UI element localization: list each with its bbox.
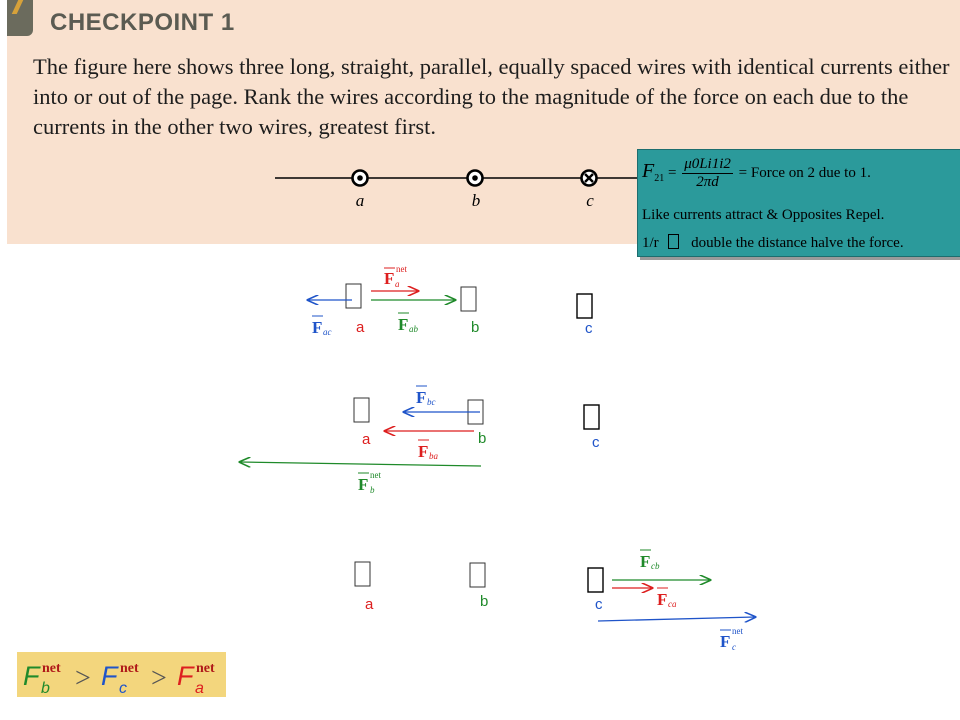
label-F-b-net — [358, 470, 381, 495]
label-c: c — [585, 320, 593, 337]
label-a: a — [365, 596, 374, 613]
wire-a-out-icon — [353, 171, 368, 186]
rank-gt-2: > — [151, 663, 167, 694]
label-a: a — [362, 431, 371, 448]
wire-box-b — [461, 287, 476, 311]
rank-F-c: F — [101, 661, 118, 691]
svg-text:net: net — [370, 470, 381, 480]
arrow-F-c-net — [598, 617, 755, 621]
label-c: c — [592, 434, 600, 451]
force-diagram-c — [355, 550, 755, 652]
formula-lhs-sub: 21 — [654, 172, 665, 184]
note-line-inverse — [642, 234, 904, 252]
label-F-c-net — [720, 626, 743, 652]
formula-numerator: μ0Li1i2 — [684, 156, 731, 172]
svg-text:net: net — [396, 264, 407, 274]
formula-rhs: = Force on 2 due to 1. — [738, 164, 871, 181]
checkpoint-heading: CHECKPOINT 1 — [50, 9, 235, 36]
svg-text:net: net — [732, 626, 743, 636]
label-b: b — [471, 319, 480, 336]
rank-gt-1: > — [75, 663, 91, 694]
svg-text:c: c — [732, 642, 736, 652]
svg-text:F: F — [358, 475, 369, 494]
svg-text:F: F — [720, 632, 731, 651]
wire-b-out-icon — [468, 171, 483, 186]
label-F-cb — [640, 550, 660, 571]
svg-text:ca: ca — [668, 599, 677, 609]
wire-box-c — [588, 568, 603, 592]
formula-note-box — [637, 149, 960, 257]
note-line-attract-repel: Like currents attract & Opposites Repel. — [642, 207, 885, 223]
svg-text:F: F — [384, 269, 395, 288]
rank-net-c: net — [120, 661, 139, 676]
rank-F-a: F — [177, 661, 194, 691]
label-a: a — [356, 319, 365, 336]
svg-text:ba: ba — [429, 451, 438, 461]
force-diagram-b — [240, 386, 600, 495]
rank-sub-a: a — [195, 680, 204, 697]
svg-text:ab: ab — [409, 324, 418, 334]
label-F-ac — [312, 316, 332, 337]
wire-c-in-icon — [582, 171, 597, 186]
label-b: b — [478, 430, 487, 447]
wire-label-c: c — [586, 191, 594, 210]
wire-box-a — [355, 562, 370, 586]
rank-sub-c: c — [119, 680, 127, 697]
inverse-suffix: double the distance halve the force. — [691, 235, 904, 251]
svg-text:F: F — [640, 552, 651, 571]
label-F-ba — [418, 440, 439, 461]
svg-text:F: F — [418, 442, 429, 461]
rank-F-b: F — [23, 661, 40, 691]
force-diagram-a — [308, 264, 593, 337]
rank-net-b: net — [42, 661, 61, 676]
svg-text:cb: cb — [651, 561, 660, 571]
ranking-result-box — [17, 652, 226, 697]
wire-label-a: a — [355, 191, 365, 210]
inverse-prefix: 1/r — [642, 235, 659, 251]
rank-sub-b: b — [41, 680, 50, 697]
wire-box-a — [354, 398, 369, 422]
label-F-a-net — [384, 264, 407, 289]
formula-lhs: F — [642, 159, 655, 182]
label-F-bc — [416, 386, 436, 407]
rank-net-a: net — [196, 661, 215, 676]
formula-fraction — [682, 156, 733, 191]
svg-text:F: F — [312, 318, 323, 337]
ranking-inequality — [17, 652, 226, 697]
label-F-ab — [398, 313, 419, 334]
wire-box-c — [577, 294, 592, 318]
svg-text:a: a — [395, 279, 400, 289]
wire-label-b: b — [471, 191, 481, 210]
svg-text:F: F — [416, 388, 427, 407]
formula-denominator: 2πd — [696, 174, 719, 190]
svg-text:F: F — [657, 590, 668, 609]
svg-text:b: b — [370, 485, 375, 495]
svg-text:F: F — [398, 315, 409, 334]
label-F-ca — [657, 588, 677, 609]
svg-text:bc: bc — [427, 397, 436, 407]
svg-text:ac: ac — [323, 327, 332, 337]
question-text: The figure here shows three long, straight, parallel, equally spaced wires with identical currents either into or out of the page. Rank the wires according to the magnitude of the force on each due to the currents in the other two wires, greatest first. — [33, 54, 950, 139]
wire-box-c — [584, 405, 599, 429]
wire-box-a — [346, 284, 361, 308]
arrow-F-b-net — [240, 462, 481, 466]
wire-box-b — [470, 563, 485, 587]
missing-glyph-icon — [668, 234, 679, 249]
label-b: b — [480, 593, 489, 610]
label-c: c — [595, 596, 603, 613]
formula-line: $F_{21}$ = $\frac{\mu 0Li1i2}{2\pi d}$ = Force on 2 due to 1. — [642, 156, 871, 190]
